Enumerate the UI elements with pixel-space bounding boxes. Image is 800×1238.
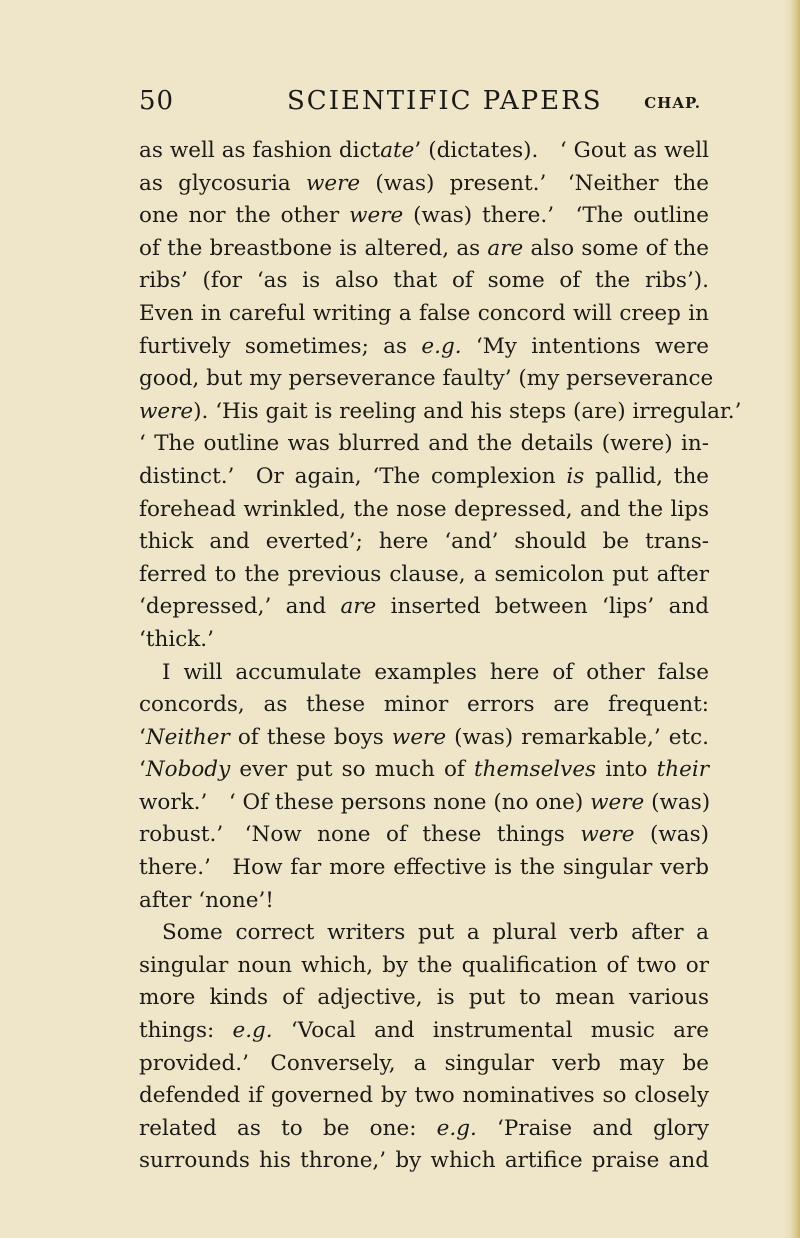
text-line	[139, 852, 709, 885]
text-segment: provided.’ Conversely, a singular verb may be	[139, 1050, 709, 1076]
text-segment: ferred to the previous clause, a semicolon put after	[139, 561, 709, 587]
text-segment: surrounds his throne,’ by which artifice praise and	[139, 1148, 709, 1174]
text-segment: (was)	[634, 822, 710, 848]
italic-text: e.g.	[436, 1115, 477, 1141]
text-segment: Some correct writers put a plural verb after a	[162, 920, 709, 946]
italic-text: themselves	[473, 757, 597, 783]
text-line	[139, 982, 709, 1015]
text-segment: one nor the other	[139, 203, 350, 229]
text-segment: into	[596, 757, 657, 783]
body-text	[139, 135, 742, 1178]
text-segment: ‘Praise and glory	[476, 1115, 709, 1141]
text-line	[139, 819, 709, 852]
running-title: SCIENTIFIC PAPERS	[287, 86, 603, 116]
text-segment: of the breastbone is altered, as	[139, 235, 488, 261]
text-segment: ’ (dictates). ‘ Gout as well	[414, 138, 709, 163]
text-line	[139, 526, 709, 559]
italic-text: e.g.	[232, 1018, 273, 1044]
text-line	[139, 689, 709, 722]
italic-text: were	[305, 170, 361, 196]
text-line	[139, 722, 709, 755]
italic-text: were	[580, 822, 635, 848]
text-segment: pallid, the	[584, 463, 710, 489]
italic-text: are	[487, 235, 524, 261]
italic-text: were	[590, 789, 645, 815]
chapter-label: CHAP.	[644, 94, 701, 112]
text-line	[139, 331, 709, 364]
text-line	[139, 917, 709, 950]
text-segment: (was)	[644, 789, 711, 815]
text-segment: ‘	[139, 757, 146, 783]
text-line	[139, 624, 709, 657]
text-line	[139, 559, 709, 592]
text-segment: related as to be one:	[139, 1115, 437, 1141]
text-segment: ever put so much of	[230, 757, 474, 783]
text-line	[139, 265, 709, 298]
text-segment: (was) there.’ ‘The outline	[403, 203, 709, 229]
text-segment: distinct.’ Or again, ‘The complexion	[139, 463, 567, 489]
italic-text: were	[391, 724, 447, 750]
text-segment: ‘ The outline was blurred and the details (were) in-	[139, 431, 709, 457]
text-line	[139, 168, 709, 201]
text-line	[139, 950, 709, 983]
text-segment: good, but my perseverance faulty’ (my perseverance	[139, 366, 714, 392]
text-segment: ). ‘His gait is reeling and his steps (are) irregular.’	[193, 398, 742, 424]
text-segment: ‘My intentions were	[461, 333, 709, 359]
text-segment: ‘depressed,’ and	[139, 594, 341, 620]
text-line	[139, 135, 709, 168]
text-segment: also some of the	[523, 235, 709, 261]
text-line	[139, 1015, 709, 1048]
text-segment: I will accumulate examples here of other false	[162, 659, 709, 685]
text-line	[139, 1048, 709, 1081]
text-segment: ‘	[139, 724, 146, 750]
text-segment: forehead wrinkled, the nose depressed, and the lips	[139, 496, 709, 522]
text-segment: furtively sometimes; as	[139, 333, 422, 359]
text-line	[139, 885, 709, 918]
italic-text: Neither	[145, 724, 230, 750]
text-line	[139, 461, 709, 494]
italic-text: Nobody	[145, 757, 231, 783]
italic-text: e.g.	[421, 333, 462, 359]
text-line	[139, 1145, 709, 1178]
text-segment: as well as fashion dict	[139, 138, 381, 163]
page-number: 50	[139, 86, 175, 116]
running-header	[139, 86, 719, 126]
text-line	[139, 657, 709, 690]
text-segment: more kinds of adjective, is put to mean various	[139, 985, 709, 1011]
text-segment: defended if governed by two nominatives so closely	[139, 1083, 709, 1109]
italic-text: were	[139, 398, 194, 424]
text-line	[139, 396, 742, 429]
text-segment: (was) present.’ ‘Neither the	[360, 170, 709, 196]
text-segment: things:	[139, 1018, 233, 1044]
text-line	[139, 754, 709, 787]
text-segment: after ‘none’!	[139, 887, 274, 913]
italic-text: are	[340, 594, 377, 620]
text-segment: as glycosuria	[139, 170, 306, 196]
text-segment: inserted between ‘lips’ and	[376, 594, 709, 620]
text-line	[139, 363, 714, 396]
text-line	[139, 494, 709, 527]
text-segment: work.’ ‘ Of these persons none (no one)	[139, 789, 591, 815]
text-line	[139, 787, 709, 820]
text-segment: of these boys	[229, 724, 392, 750]
text-segment: there.’ How far more effective is the singular verb	[139, 855, 709, 881]
text-segment: (was) remarkable,’ etc.	[446, 724, 709, 750]
italic-text: were	[349, 203, 404, 229]
text-line	[139, 1080, 709, 1113]
text-line	[139, 233, 709, 266]
italic-text: ate	[380, 138, 415, 163]
text-line	[139, 428, 709, 461]
italic-text: their	[656, 757, 709, 783]
text-line	[139, 1113, 709, 1146]
page-edge	[782, 0, 800, 1238]
text-segment: ‘Vocal and instrumental music are	[272, 1018, 709, 1044]
text-line	[139, 200, 709, 233]
text-segment: thick and everted’; here ‘and’ should be trans-	[139, 529, 709, 555]
italic-text: is	[566, 463, 585, 489]
text-line	[139, 298, 709, 331]
text-line	[139, 591, 709, 624]
text-segment: ribs’ (for ‘as is also that of some of the ribs’).	[139, 268, 709, 294]
text-segment: singular noun which, by the qualification of two or	[139, 952, 709, 978]
text-segment: concords, as these minor errors are frequent:	[139, 692, 709, 718]
text-segment: Even in careful writing a false concord will creep in	[139, 300, 709, 326]
text-segment: robust.’ ‘Now none of these things	[139, 822, 581, 848]
text-segment: ‘thick.’	[139, 626, 214, 652]
